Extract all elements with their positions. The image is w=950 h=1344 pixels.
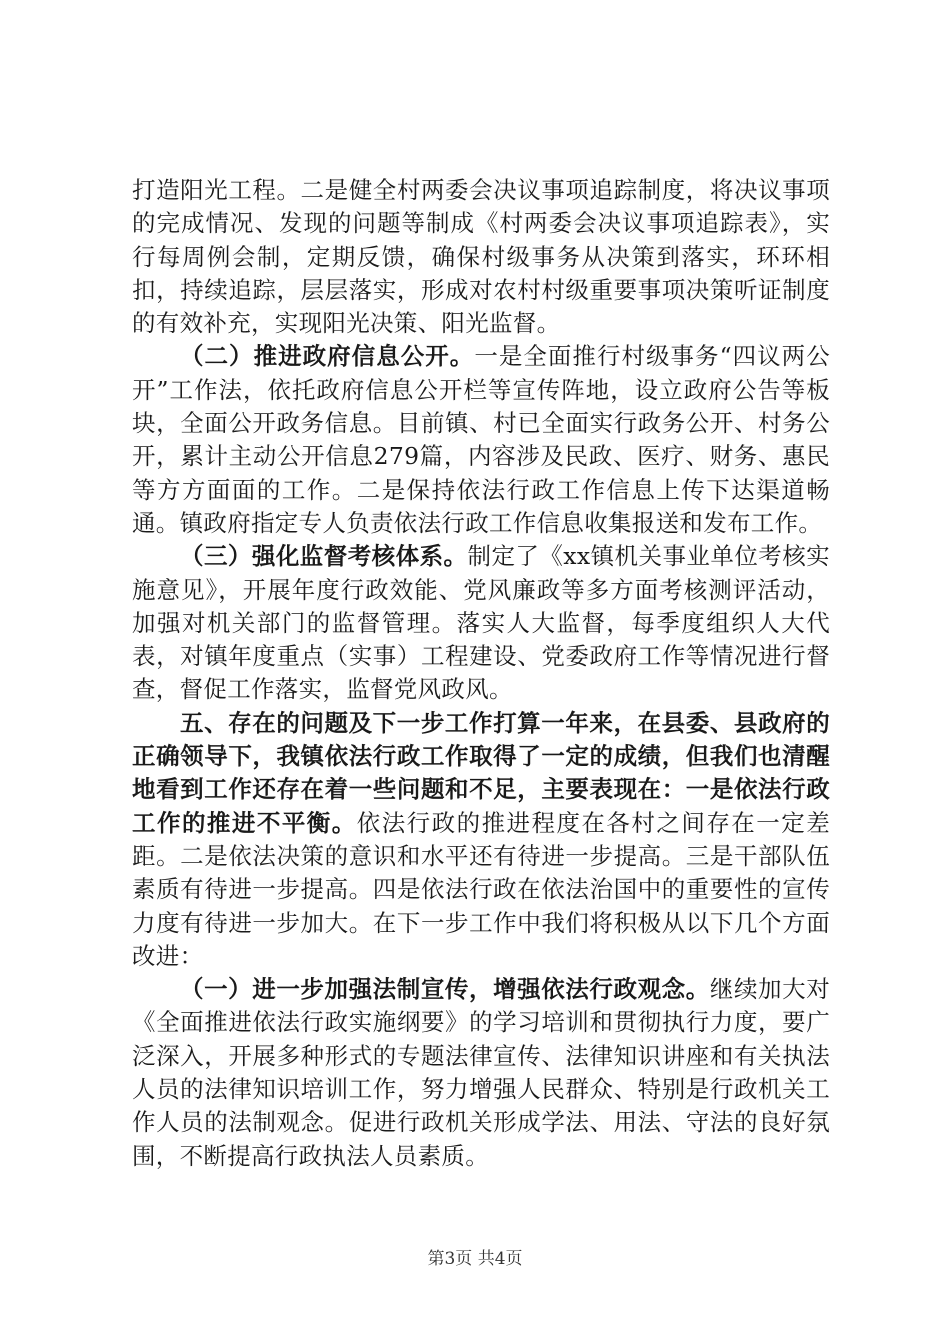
section-heading: （三）强化监督考核体系。 bbox=[180, 542, 468, 571]
page-number-footer: 第3页 共4页 bbox=[427, 1249, 523, 1269]
section-heading: （一）进一步加强法制宣传，增强依法行政观念。 bbox=[180, 975, 710, 1004]
paragraph-text: 继续加大对《全面推进依法行政实施纲要》的学习培训和贯彻执行力度，要广泛深入，开展多种形式的专题法律宣传、法律知识讲座和有关执法人员的法律知识培训工作，努力增强人民群众、特别是行政机关工作人员的法制观念。促进行政机关形成学法、用法、守法的良好氛围，不断提高行政执法人员素质。 bbox=[132, 975, 830, 1170]
paragraph-continuation bbox=[132, 174, 830, 340]
section-heading: （二）推进政府信息公开。 bbox=[180, 342, 475, 371]
paragraph-text: 打造阳光工程。二是健全村两委会决议事项追踪制度，将决议事项的完成情况、发现的问题等制成《村两委会决议事项追踪表》，实行每周例会制，定期反馈，确保村级事务从决策到落实，环环相扣，持续追踪，层层落实，形成对农村村级重要事项决策听证制度的有效补充，实现阳光决策、阳光监督。 bbox=[132, 176, 830, 338]
paragraph-text: 依法行政的推进程度在各村之间存在一定差距。二是依法决策的意识和水平还有待进一步提高。三是干部队伍素质有待进一步提高。四是依法行政在依法治国中的重要性的宣传力度有待进一步加大。在下一步工作中我们将积极从以下几个方面改进： bbox=[132, 808, 830, 970]
paragraph-section-2 bbox=[132, 340, 830, 540]
paragraph-text: 制定了《xx镇机关事业单位考核实施意见》，开展年度行政效能、党风廉政等多方面考核测评活动，加强对机关部门的监督管理。落实人大监督，每季度组织人大代表，对镇年度重点（实事）工程建设、党委政府工作等情况进行督查，督促工作落实，监督党风政风。 bbox=[132, 542, 830, 704]
paragraph-section-3 bbox=[132, 540, 830, 706]
paragraph-text: 一是全面推行村级事务“四议两公开”工作法，依托政府信息公开栏等宣传阵地，设立政府公告等板块，全面公开政务信息。目前镇、村已全面实行政务公开、村务公开，累计主动公开信息279篇，内容涉及民政、医疗、财务、惠民等方方面面的工作。二是保持依法行政工作信息上传下达渠道畅通。镇政府指定专人负责依法行政工作信息收集报送和发布工作。 bbox=[132, 342, 830, 537]
part-heading: 五、存在的问题及下一步工作打算一年来，在县委、县政府的正确领导下，我镇依法行政工作取得了一定的成绩，但我们也清醒地看到工作还存在着一些问题和不足，主要表现在：一是依法行政工作的推进不平衡。 bbox=[132, 708, 830, 837]
document-body bbox=[132, 174, 830, 1173]
paragraph-subsection-1 bbox=[132, 973, 830, 1173]
paragraph-part-5 bbox=[132, 707, 830, 973]
